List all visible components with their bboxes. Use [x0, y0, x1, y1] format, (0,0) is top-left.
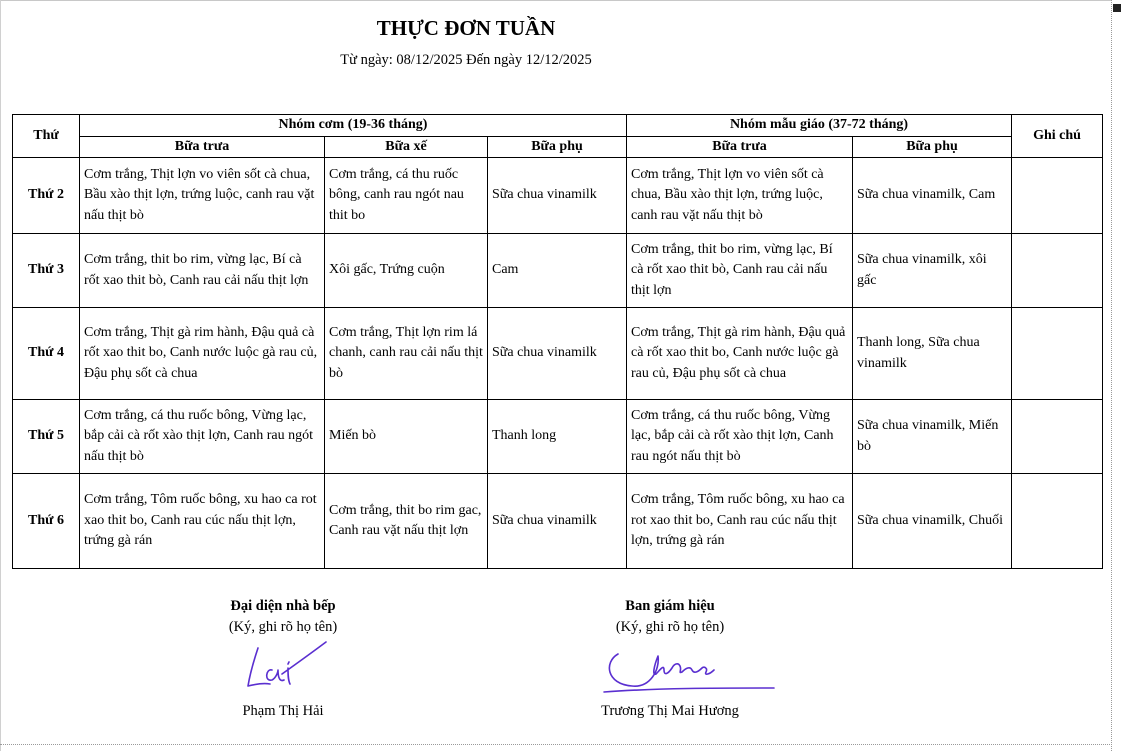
- lunch-rice-cell: Cơm trắng, Thịt gà rim hành, Đậu quả cà rốt xao thit bo, Canh nước luộc gà rau củ, Đậu phụ sốt cà chua: [80, 308, 325, 400]
- snack-rice-cell: Thanh long: [488, 400, 627, 474]
- day-cell: Thứ 3: [13, 234, 80, 308]
- board-signer-name: Trương Thị Mai Hương: [601, 703, 739, 719]
- lunch-kg-cell: Cơm trắng, Thịt gà rim hành, Đậu quả cà rốt xao thit bo, Canh nước luộc gà rau củ, Đậu phụ sốt cà chua: [627, 308, 853, 400]
- page-top-border: [0, 0, 1112, 5]
- day-cell: Thứ 4: [13, 308, 80, 400]
- group-header-kindergarten: Nhóm mẫu giáo (37-72 tháng): [627, 115, 1012, 137]
- table-row: [13, 158, 1103, 234]
- note-cell: [1012, 400, 1103, 474]
- lunch-kg-cell: Cơm trắng, Thịt lợn vo viên sốt cà chua, Bầu xào thịt lợn, trứng luộc, canh rau vặt nấu thịt bò: [627, 158, 853, 234]
- board-signature-block: [570, 596, 770, 638]
- lunch-rice-cell: Cơm trắng, Thịt lợn vo viên sốt cà chua, Bầu xào thịt lợn, trứng luộc, canh rau vặt nấu thịt bò: [80, 158, 325, 234]
- table-row: [13, 400, 1103, 474]
- table-row: [13, 474, 1103, 569]
- lunch-rice-cell: Cơm trắng, thit bo rim, vừng lạc, Bí cà rốt xao thit bò, Canh rau cải nấu thịt lợn: [80, 234, 325, 308]
- col-header-snack-rice: Bữa phụ: [488, 136, 627, 158]
- note-cell: [1012, 474, 1103, 569]
- note-cell: [1012, 308, 1103, 400]
- day-cell: Thứ 5: [13, 400, 80, 474]
- corner-resize-handle[interactable]: [1113, 4, 1121, 12]
- table-row: [13, 308, 1103, 400]
- afternoon-rice-cell: Cơm trắng, cá thu ruốc bông, canh rau ngót nau thit bo: [325, 158, 488, 234]
- afternoon-rice-cell: Xôi gấc, Trứng cuộn: [325, 234, 488, 308]
- afternoon-rice-cell: Miến bò: [325, 400, 488, 474]
- lunch-rice-cell: Cơm trắng, Tôm ruốc bông, xu hao ca rot xao thit bo, Canh rau cúc nấu thịt lợn, trứng gà rán: [80, 474, 325, 569]
- col-header-afternoon-rice: Bữa xế: [325, 136, 488, 158]
- col-header-lunch-rice: Bữa trưa: [80, 136, 325, 158]
- note-cell: [1012, 158, 1103, 234]
- lunch-kg-cell: Cơm trắng, thit bo rim, vừng lạc, Bí cà rốt xao thit bò, Canh rau cải nấu thịt lợn: [627, 234, 853, 308]
- note-cell: [1012, 234, 1103, 308]
- kitchen-signature-image: [236, 634, 336, 694]
- kitchen-signature-hint: (Ký, ghi rõ họ tên): [228, 619, 338, 635]
- lunch-kg-cell: Cơm trắng, Tôm ruốc bông, xu hao ca rot xao thit bo, Canh rau cúc nấu thịt lợn, trứng gà rán: [627, 474, 853, 569]
- page-title: THỰC ĐƠN TUẦN: [376, 16, 556, 40]
- page-break-right: [1111, 0, 1112, 751]
- snack-kg-cell: Thanh long, Sữa chua vinamilk: [853, 308, 1012, 400]
- col-header-lunch-kg: Bữa trưa: [627, 136, 853, 158]
- snack-rice-cell: Cam: [488, 234, 627, 308]
- lunch-rice-cell: Cơm trắng, cá thu ruốc bông, Vừng lạc, bắp cải cà rốt xào thịt lợn, Canh rau ngót nấu thịt bò: [80, 400, 325, 474]
- lunch-kg-cell: Cơm trắng, cá thu ruốc bông, Vừng lạc, bắp cải cà rốt xào thịt lợn, Canh rau ngót nấu thịt bò: [627, 400, 853, 474]
- table-row: [13, 234, 1103, 308]
- afternoon-rice-cell: Cơm trắng, Thịt lợn rim lá chanh, canh rau cải nấu thịt bò: [325, 308, 488, 400]
- date-range: Từ ngày: 08/12/2025 Đến ngày 12/12/2025: [340, 52, 592, 68]
- afternoon-rice-cell: Cơm trắng, thit bo rim gac, Canh rau vặt nấu thịt lợn: [325, 474, 488, 569]
- page-left-border: [0, 0, 1, 751]
- snack-kg-cell: Sữa chua vinamilk, xôi gấc: [853, 234, 1012, 308]
- col-header-note: Ghi chú: [1012, 115, 1103, 158]
- snack-kg-cell: Sữa chua vinamilk, Chuối: [853, 474, 1012, 569]
- kitchen-signature-block: [183, 596, 383, 638]
- snack-kg-cell: Sữa chua vinamilk, Miến bò: [853, 400, 1012, 474]
- board-signature-title: Ban giám hiệu: [625, 598, 715, 614]
- board-signature-hint: (Ký, ghi rõ họ tên): [615, 619, 725, 635]
- page-break-bottom: [0, 744, 1112, 745]
- board-signature-image: [598, 640, 780, 700]
- snack-rice-cell: Sữa chua vinamilk: [488, 158, 627, 234]
- group-header-rice: Nhóm cơm (19-36 tháng): [80, 115, 627, 137]
- kitchen-signature-title: Đại diện nhà bếp: [230, 598, 336, 614]
- weekly-menu-table: [12, 114, 1103, 569]
- col-header-snack-kg: Bữa phụ: [853, 136, 1012, 158]
- col-header-day: Thứ: [13, 115, 80, 158]
- kitchen-signer-name: Phạm Thị Hải: [242, 703, 324, 719]
- snack-kg-cell: Sữa chua vinamilk, Cam: [853, 158, 1012, 234]
- snack-rice-cell: Sữa chua vinamilk: [488, 308, 627, 400]
- day-cell: Thứ 6: [13, 474, 80, 569]
- snack-rice-cell: Sữa chua vinamilk: [488, 474, 627, 569]
- day-cell: Thứ 2: [13, 158, 80, 234]
